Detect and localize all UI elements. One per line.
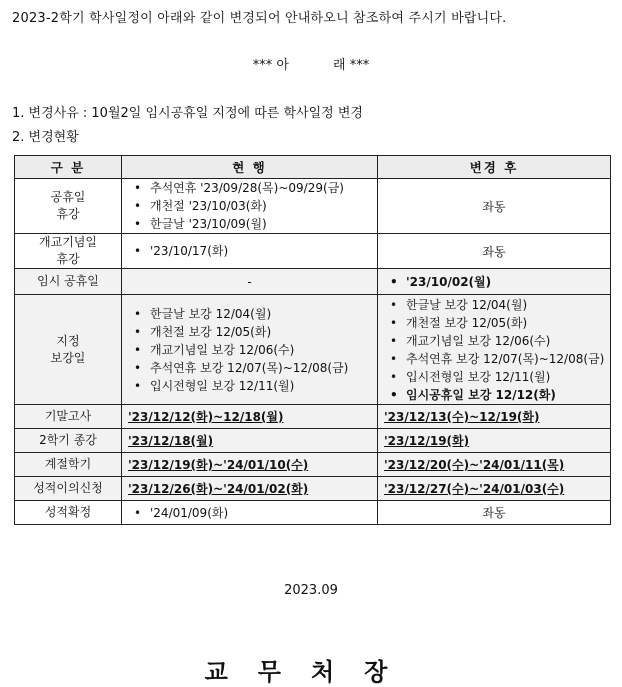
current-cell: '23/12/18(월): [122, 429, 378, 453]
row-label: 개교기념일 휴강: [15, 234, 122, 269]
list-item: • 추석연휴 보강 12/07(목)~12/08(금): [406, 350, 604, 368]
current-cell: -: [122, 269, 378, 295]
list-item: • '23/10/02(월): [406, 273, 604, 291]
current-cell: '23/12/19(화)~'24/01/10(수): [122, 453, 378, 477]
notice-heading-left: *** 아: [252, 58, 289, 73]
current-cell: [122, 234, 378, 269]
table-row: [15, 429, 611, 453]
list-item: • 입시전형일 보강 12/11(월): [150, 377, 371, 395]
change-reason: 1. 변경사유 : 10월2일 임시공휴일 지정에 따른 학사일정 변경: [12, 106, 363, 121]
list-item: • 개천절 보강 12/05(화): [150, 323, 371, 341]
row-label: 성적확정: [15, 501, 122, 525]
table-row: [15, 453, 611, 477]
table-row: [15, 234, 611, 269]
row-label: 지정 보강일: [15, 295, 122, 405]
intro-text: 2023-2학기 학사일정이 아래와 같이 변경되어 안내하오니 참조하여 주시기 바랍니다.: [12, 11, 507, 26]
list-item: • 추석연휴 보강 12/07(목)~12/08(금): [150, 359, 371, 377]
row-label: 성적이의신청: [15, 477, 122, 501]
changed-cell: 좌동: [378, 234, 611, 269]
current-cell: '23/12/12(화)~12/18(월): [122, 405, 378, 429]
list-item: • 임시공휴일 보강 12/12(화): [406, 386, 604, 404]
signature: 교무처장: [204, 657, 418, 686]
row-label: 2학기 종강: [15, 429, 122, 453]
table-row: [15, 269, 611, 295]
list-item: • '23/10/17(화): [150, 242, 371, 260]
list-item: • 한글날 보강 12/04(월): [150, 305, 371, 323]
header-changed: 변경 후: [378, 156, 611, 179]
notice-heading-right: 래 ***: [333, 58, 370, 73]
changed-cell: [378, 269, 611, 295]
change-status-heading: 2. 변경현황: [12, 130, 79, 145]
list-item: • 개교기념일 보강 12/06(수): [150, 341, 371, 359]
list-item: • 개교기념일 보강 12/06(수): [406, 332, 604, 350]
list-item: • 입시전형일 보강 12/11(월): [406, 368, 604, 386]
table-row: [15, 477, 611, 501]
row-label: 공휴일 휴강: [15, 179, 122, 234]
list-item: • 한글날 보강 12/04(월): [406, 296, 604, 314]
table-header-row: [15, 156, 611, 179]
row-label: 임시 공휴일: [15, 269, 122, 295]
list-item: • '24/01/09(화): [150, 504, 371, 522]
header-category: 구 분: [15, 156, 122, 179]
list-item: • 추석연휴 '23/09/28(목)~09/29(금): [150, 179, 371, 197]
table-row: [15, 295, 611, 405]
current-cell: [122, 501, 378, 525]
list-item: • 개천절 보강 12/05(화): [406, 314, 604, 332]
list-item: • 한글날 '23/10/09(월): [150, 215, 371, 233]
current-cell: [122, 295, 378, 405]
table-row: [15, 405, 611, 429]
row-label: 기말고사: [15, 405, 122, 429]
header-current: 현 행: [122, 156, 378, 179]
changed-cell: 좌동: [378, 501, 611, 525]
schedule-table: [14, 155, 611, 525]
list-item: • 개천절 '23/10/03(화): [150, 197, 371, 215]
current-cell: [122, 179, 378, 234]
changed-cell: '23/12/13(수)~12/19(화): [378, 405, 611, 429]
notice-heading: [0, 54, 622, 73]
changed-cell: 좌동: [378, 179, 611, 234]
table-row: [15, 179, 611, 234]
issue-date: 2023.09: [284, 583, 338, 598]
changed-cell: [378, 295, 611, 405]
changed-cell: '23/12/27(수)~'24/01/03(수): [378, 477, 611, 501]
table-row: [15, 501, 611, 525]
changed-cell: '23/12/19(화): [378, 429, 611, 453]
current-cell: '23/12/26(화)~'24/01/02(화): [122, 477, 378, 501]
changed-cell: '23/12/20(수)~'24/01/11(목): [378, 453, 611, 477]
row-label: 계절학기: [15, 453, 122, 477]
